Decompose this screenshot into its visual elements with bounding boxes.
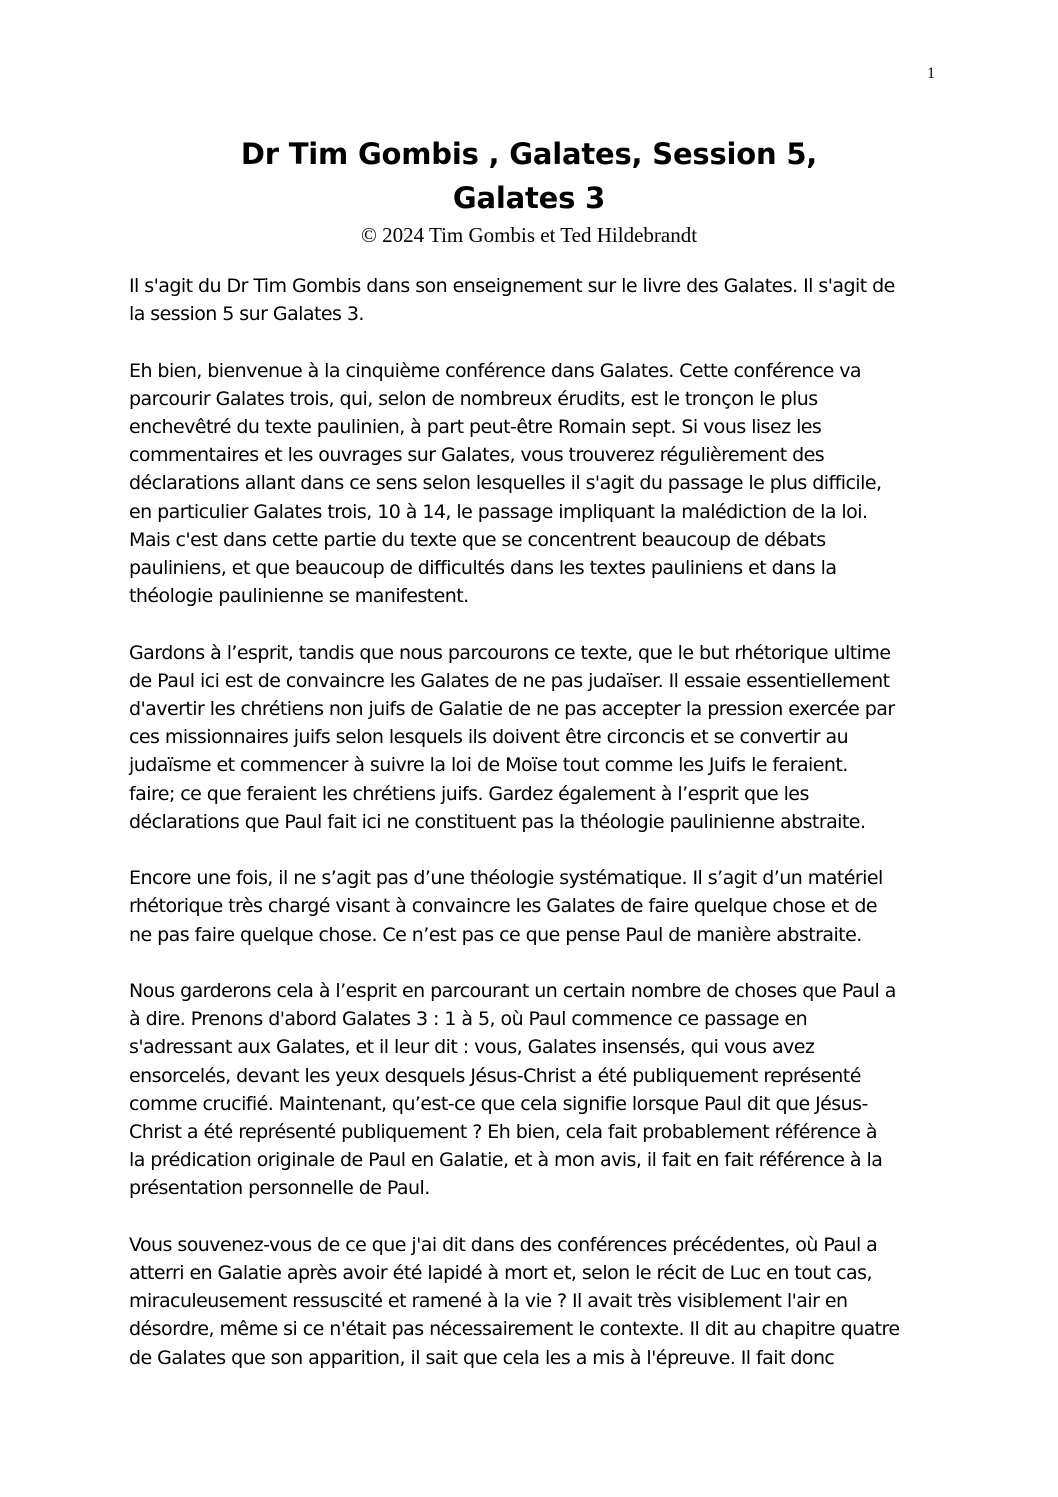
text-line: faire; ce que feraient les chrétiens juifs. Gardez également à l’esprit que les (129, 782, 809, 805)
text-line: parcourir Galates trois, qui, selon de nombreux érudits, est le tronçon le plus (129, 387, 818, 410)
text-line: miraculeusement ressuscité et ramené à la vie ? Il avait très visiblement l'air en (129, 1290, 848, 1313)
paragraph (129, 1231, 937, 1372)
copyright-notice: © 2024 Tim Gombis et Ted Hildebrandt (360, 223, 698, 247)
document-body (129, 272, 937, 1400)
text-line: en particulier Galates trois, 10 à 14, le passage impliquant la malédiction de la loi. (129, 500, 868, 523)
paragraph (129, 357, 937, 611)
text-line: Vous souvenez-vous de ce que j'ai dit dans des conférences précédentes, où Paul a (129, 1233, 878, 1256)
paragraph (129, 639, 937, 836)
text-line: judaïsme et commencer à suivre la loi de Moïse tout comme les Juifs le feraient. (129, 754, 848, 777)
paragraph (129, 864, 937, 949)
text-line: Christ a été représenté publiquement ? Eh bien, cela fait probablement référence à (129, 1121, 878, 1144)
title-line-2: Galates 3 (452, 181, 606, 215)
text-line: s'adressant aux Galates, et il leur dit : vous, Galates insensés, qui vous avez (129, 1036, 815, 1059)
text-line: déclarations allant dans ce sens selon lesquelles il s'agit du passage le plus difficile, (129, 472, 882, 495)
text-line: la prédication originale de Paul en Galatie, et à mon avis, il fait en fait référence à la (129, 1149, 883, 1172)
text-line: Gardons à l’esprit, tandis que nous parcourons ce texte, que le but rhétorique ultime (129, 641, 891, 664)
text-line: à dire. Prenons d'abord Galates 3 : 1 à 5, où Paul commence ce passage en (129, 1008, 808, 1031)
text-line: la session 5 sur Galates 3. (129, 303, 364, 326)
text-line: pauliniens, et que beaucoup de difficultés dans les textes pauliniens et dans la (129, 557, 837, 580)
text-line: déclarations que Paul fait ici ne constituent pas la théologie paulinienne abstraite. (129, 810, 866, 833)
paragraph (129, 272, 937, 328)
document-title (0, 132, 1058, 220)
title-line-1: Dr Tim Gombis , Galates, Session 5, (240, 137, 818, 171)
text-line: Mais c'est dans cette partie du texte que se concentrent beaucoup de débats (129, 528, 826, 551)
text-line: Il s'agit du Dr Tim Gombis dans son enseignement sur le livre des Galates. Il s'agit de (129, 275, 895, 297)
text-line: présentation personnelle de Paul. (129, 1177, 430, 1200)
text-line: Encore une fois, il ne s’agit pas d’une théologie systématique. Il s’agit d’un matériel (129, 867, 883, 890)
text-line: d'avertir les chrétiens non juifs de Galatie de ne pas accepter la pression exercée par (129, 698, 895, 721)
text-line: ensorcelés, devant les yeux desquels Jésus-Christ a été publiquement représenté (129, 1064, 861, 1087)
text-line: atterri en Galatie après avoir été lapidé à mort et, selon le récit de Luc en tout cas, (129, 1262, 872, 1285)
text-line: de Paul ici est de convaincre les Galates de ne pas judaïser. Il essaie essentiellement (129, 669, 890, 692)
text-line: enchevêtré du texte paulinien, à part peut-être Romain sept. Si vous lisez les (129, 416, 822, 438)
text-line: Eh bien, bienvenue à la cinquième conférence dans Galates. Cette conférence va (129, 359, 862, 382)
text-line: théologie paulinienne se manifestent. (129, 585, 469, 608)
text-line: ces missionnaires juifs selon lesquels ils doivent être circoncis et se convertir au (129, 726, 849, 749)
text-line: ne pas faire quelque chose. Ce n’est pas ce que pense Paul de manière abstraite. (129, 923, 862, 946)
text-line: de Galates que son apparition, il sait que cela les a mis à l'épreuve. Il fait donc (129, 1346, 835, 1369)
text-line: Nous garderons cela à l’esprit en parcourant un certain nombre de choses que Paul a (129, 980, 896, 1003)
text-line: désordre, même si ce n'était pas nécessairement le contexte. Il dit au chapitre quatre (129, 1318, 900, 1341)
paragraph (129, 977, 937, 1203)
text-line: commentaires et les ouvrages sur Galates, vous trouverez régulièrement des (129, 444, 825, 467)
text-line: comme crucifié. Maintenant, qu’est-ce que cela signifie lorsque Paul dit que Jésus- (129, 1092, 868, 1115)
page-number: 1 (927, 65, 935, 82)
text-line: rhétorique très chargé visant à convaincre les Galates de faire quelque chose et de (129, 895, 877, 918)
